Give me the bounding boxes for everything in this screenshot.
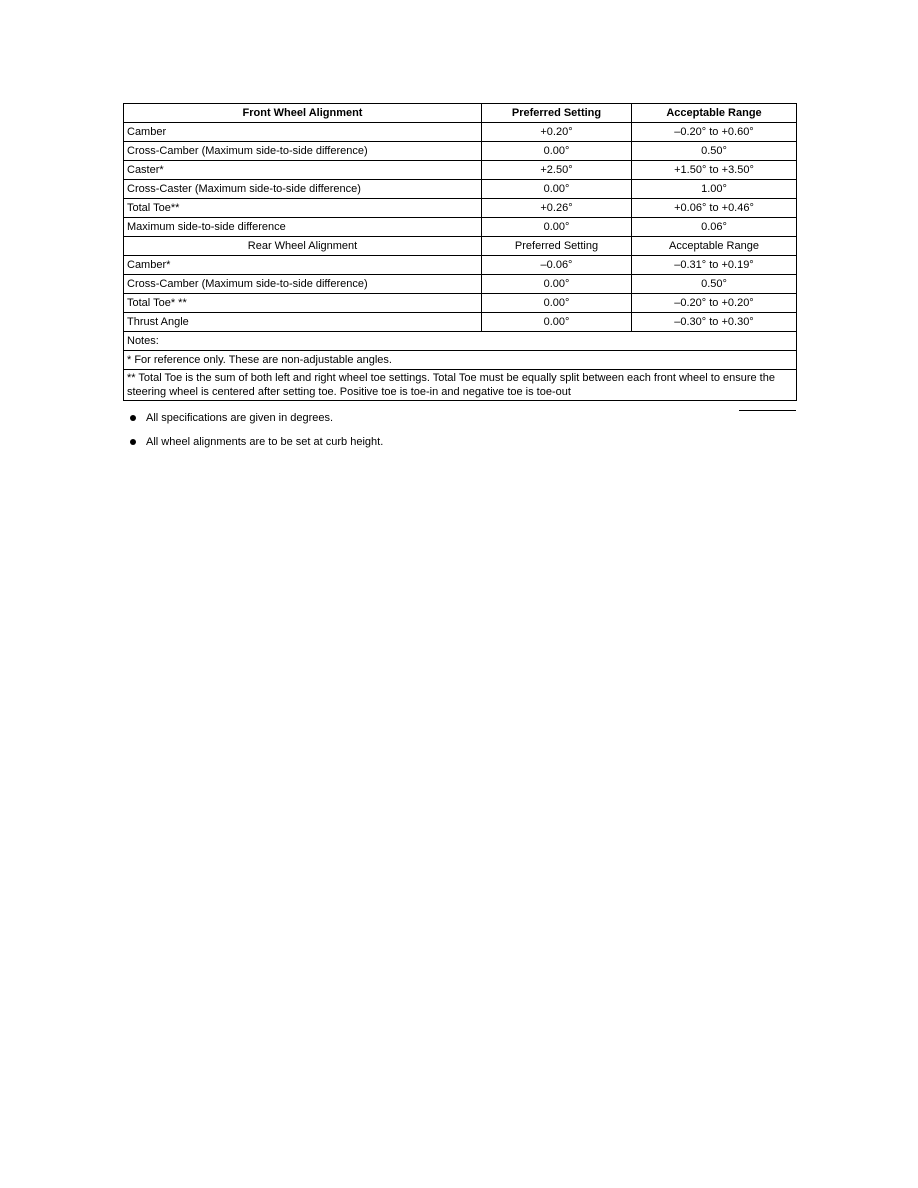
row-preferred: 0.00° [482, 180, 632, 199]
row-range: 1.00° [632, 180, 797, 199]
list-item [128, 411, 383, 435]
row-preferred: +0.20° [482, 123, 632, 142]
row-preferred: 0.00° [482, 294, 632, 313]
row-label: Cross-Camber (Maximum side-to-side difference) [124, 275, 482, 294]
row-range: +1.50° to +3.50° [632, 161, 797, 180]
row-preferred: +2.50° [482, 161, 632, 180]
row-preferred: –0.06° [482, 256, 632, 275]
wheel-alignment-spec-table [123, 103, 797, 401]
rear-header-title: Rear Wheel Alignment [124, 237, 482, 256]
row-range: –0.20° to +0.20° [632, 294, 797, 313]
rear-header-range: Acceptable Range [632, 237, 797, 256]
divider-line [739, 410, 796, 411]
row-range: –0.30° to +0.30° [632, 313, 797, 332]
row-label: Cross-Caster (Maximum side-to-side difference) [124, 180, 482, 199]
table-row [124, 123, 797, 142]
row-preferred: 0.00° [482, 275, 632, 294]
bullet-text: All wheel alignments are to be set at curb height. [146, 436, 384, 448]
row-preferred: +0.26° [482, 199, 632, 218]
front-header-range: Acceptable Range [632, 104, 797, 123]
row-label: Cross-Camber (Maximum side-to-side difference) [124, 142, 482, 161]
table-row [124, 142, 797, 161]
bullet-text: All specifications are given in degrees. [146, 412, 334, 424]
front-header-preferred: Preferred Setting [482, 104, 632, 123]
table-row [124, 294, 797, 313]
row-label: Camber* [124, 256, 482, 275]
table-row [124, 180, 797, 199]
row-label: Maximum side-to-side difference [124, 218, 482, 237]
row-range: 0.50° [632, 142, 797, 161]
row-preferred: 0.00° [482, 218, 632, 237]
row-label: Thrust Angle [124, 313, 482, 332]
table-row [124, 313, 797, 332]
row-label: Total Toe* ** [124, 294, 482, 313]
table-row [124, 218, 797, 237]
row-preferred: 0.00° [482, 313, 632, 332]
row-label: Caster* [124, 161, 482, 180]
note-reference-only: * For reference only. These are non-adjustable angles. [124, 351, 797, 370]
front-header-row [124, 104, 797, 123]
row-label: Total Toe** [124, 199, 482, 218]
row-label: Camber [124, 123, 482, 142]
notes-heading-row [124, 332, 797, 351]
bullet-icon [130, 415, 136, 421]
rear-header-row [124, 237, 797, 256]
table-row [124, 275, 797, 294]
spec-notes-list [128, 411, 383, 459]
table-row [124, 256, 797, 275]
row-range: +0.06° to +0.46° [632, 199, 797, 218]
table-row [124, 161, 797, 180]
note-total-toe: ** Total Toe is the sum of both left and right wheel toe settings. Total Toe must be equally split between each front wheel to ensure the steering wheel is centered after setting toe. Positive toe is toe-in and negative toe is toe-out [124, 370, 797, 401]
row-range: –0.31° to +0.19° [632, 256, 797, 275]
row-preferred: 0.00° [482, 142, 632, 161]
rear-header-preferred: Preferred Setting [482, 237, 632, 256]
row-range: –0.20° to +0.60° [632, 123, 797, 142]
row-range: 0.06° [632, 218, 797, 237]
notes-heading: Notes: [124, 332, 797, 351]
bullet-icon [130, 439, 136, 445]
front-header-title: Front Wheel Alignment [124, 104, 482, 123]
table-row [124, 199, 797, 218]
note-row [124, 351, 797, 370]
row-range: 0.50° [632, 275, 797, 294]
list-item [128, 435, 383, 459]
note-row [124, 370, 797, 401]
